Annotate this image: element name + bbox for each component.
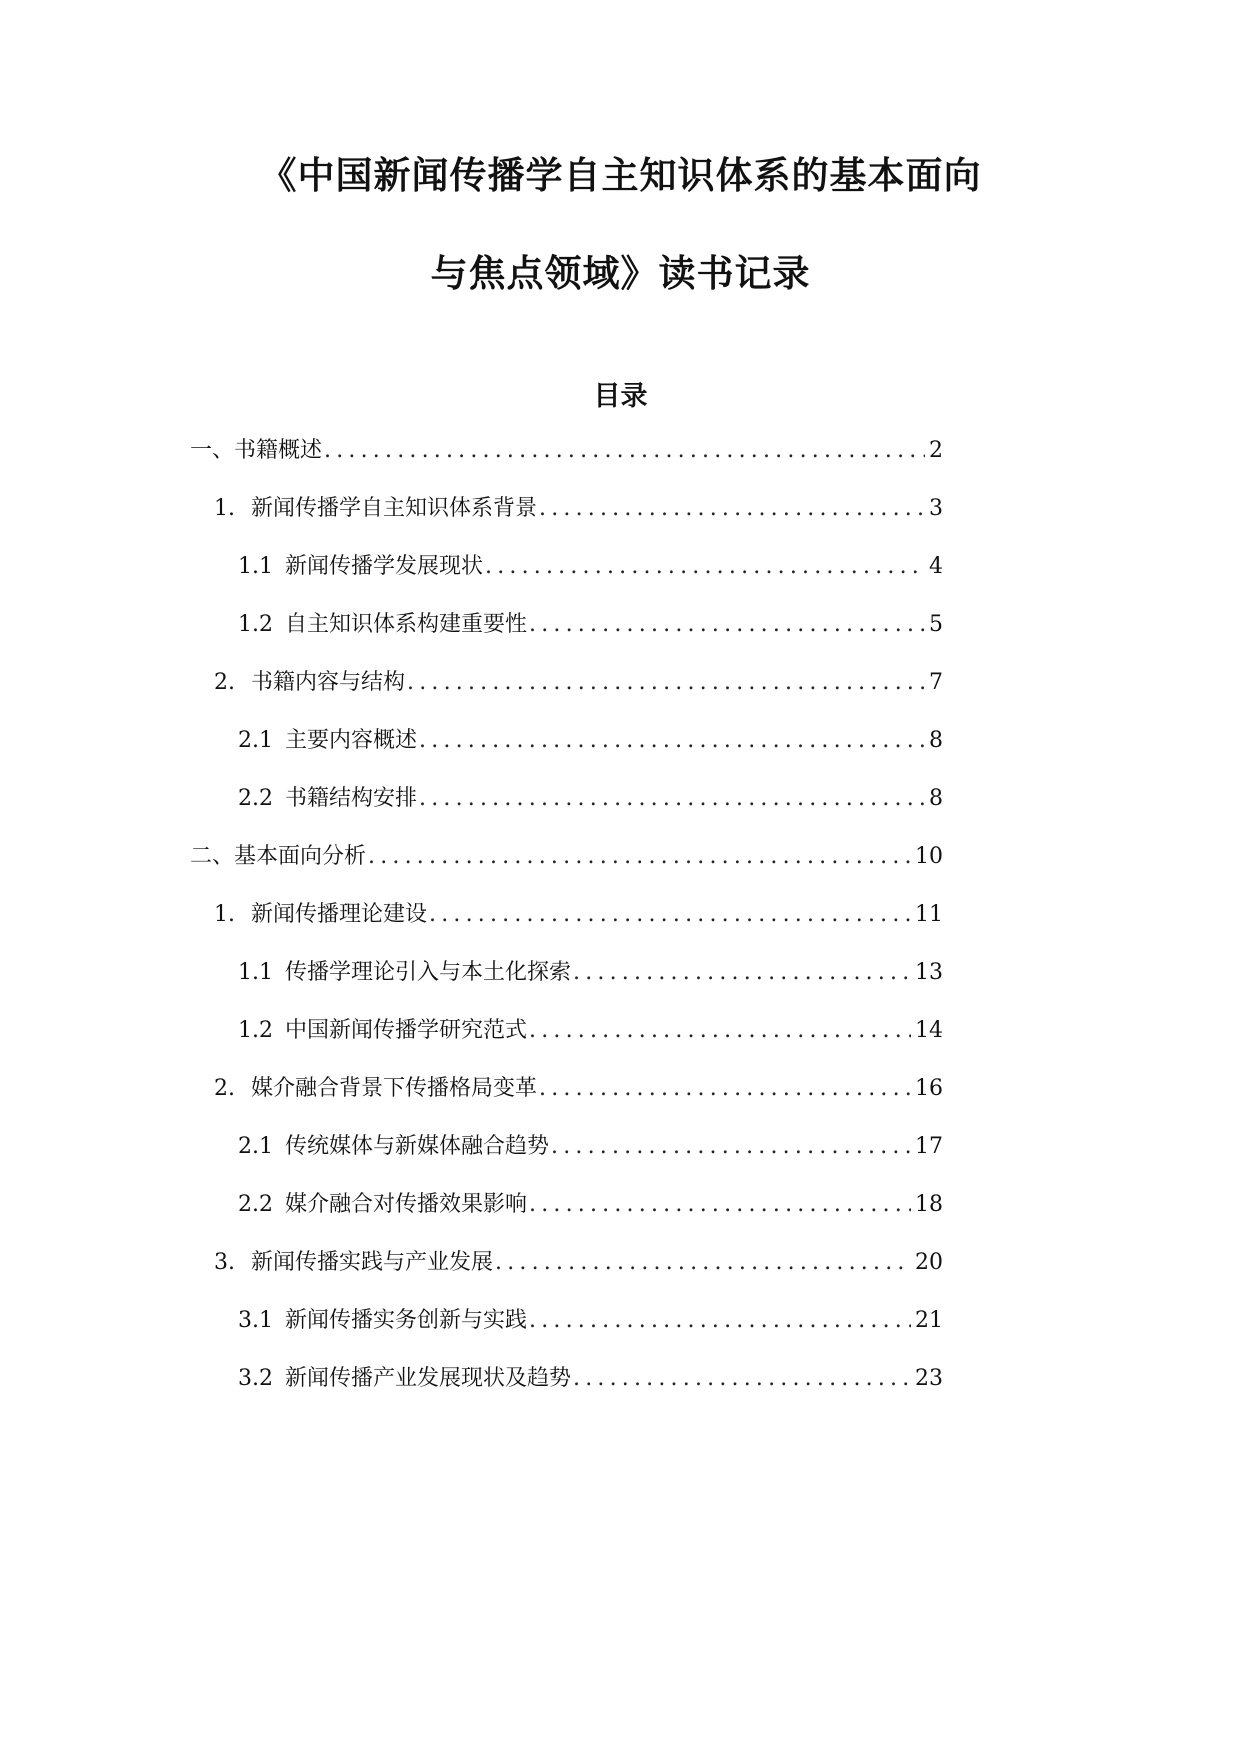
document-title-line-1: 《中国新闻传播学自主知识体系的基本面向 — [259, 154, 982, 197]
toc-entry-number: 2.2 — [238, 786, 273, 811]
toc-entry-page: 13 — [915, 960, 943, 985]
toc-entry[interactable] — [214, 492, 943, 526]
toc-entry-number: 2.1 — [238, 728, 273, 753]
toc-dot-leader — [527, 1188, 911, 1222]
toc-entry-title: 中国新闻传播学研究范式 — [285, 1018, 528, 1043]
toc-entry-title: 基本面向分析 — [234, 844, 367, 869]
toc-entry-title: 新闻传播学发展现状 — [285, 554, 484, 579]
toc-entry[interactable] — [238, 608, 943, 642]
toc-heading: 目录 — [593, 381, 648, 412]
toc-dot-leader — [549, 1130, 911, 1164]
toc-dot-leader — [417, 724, 925, 758]
toc-entry-page: 5 — [929, 612, 943, 637]
toc-entry-page: 21 — [915, 1308, 943, 1333]
toc-entry-number: 2.1 — [238, 1134, 273, 1159]
toc-entry-number: 1.1 — [238, 554, 273, 579]
toc-entry-page: 8 — [929, 786, 943, 811]
toc-entry-title: 书籍结构安排 — [285, 786, 418, 811]
toc-entry[interactable] — [190, 840, 943, 874]
toc-entry[interactable] — [238, 1014, 943, 1048]
toc-entry-number: 二、 — [190, 844, 235, 869]
toc-entry-page: 10 — [915, 844, 943, 869]
toc-entry-title: 新闻传播产业发展现状及趋势 — [285, 1366, 572, 1391]
toc-entry[interactable] — [214, 666, 943, 700]
toc-entry-title: 书籍内容与结构 — [251, 670, 406, 695]
toc-entry[interactable] — [214, 898, 943, 932]
toc-entry-number: 1. — [214, 496, 235, 521]
toc-dot-leader — [493, 1246, 911, 1280]
toc-dot-leader — [322, 434, 925, 468]
toc-entry-number: 1. — [214, 902, 235, 927]
toc-entry-number: 2.2 — [238, 1192, 273, 1217]
toc-entry[interactable] — [214, 1072, 943, 1106]
toc-entry[interactable] — [214, 1246, 943, 1280]
toc-dot-leader — [571, 1362, 911, 1396]
toc-entry[interactable] — [238, 1362, 943, 1396]
toc-entry[interactable] — [238, 724, 943, 758]
toc-entry[interactable] — [238, 1130, 943, 1164]
toc-entry-page: 18 — [915, 1192, 943, 1217]
toc-entry-number: 2. — [214, 670, 235, 695]
toc-entry-page: 7 — [929, 670, 943, 695]
toc-entry-page: 20 — [915, 1250, 943, 1275]
toc-dot-leader — [417, 782, 925, 816]
toc-entry-title: 新闻传播实践与产业发展 — [251, 1250, 494, 1275]
toc-entry-title: 自主知识体系构建重要性 — [285, 612, 528, 637]
toc-entry-page: 8 — [929, 728, 943, 753]
toc-entry-number: 一、 — [190, 438, 235, 463]
toc-entry[interactable] — [238, 550, 943, 584]
toc-entry-number: 3.1 — [238, 1308, 273, 1333]
toc-entry-number: 1.1 — [238, 960, 273, 985]
toc-entry-number: 3.2 — [238, 1366, 273, 1391]
toc-dot-leader — [571, 956, 911, 990]
toc-entry-title: 主要内容概述 — [285, 728, 418, 753]
toc-entry-title: 新闻传播学自主知识体系背景 — [251, 496, 538, 521]
toc-entry-page: 11 — [915, 902, 943, 927]
toc-entry[interactable] — [238, 1188, 943, 1222]
toc-entry-number: 1.2 — [238, 612, 273, 637]
toc-entry-number: 3. — [214, 1250, 235, 1275]
toc-entry-number: 2. — [214, 1076, 235, 1101]
toc-entry-title: 书籍概述 — [234, 438, 323, 463]
toc-entry[interactable] — [238, 956, 943, 990]
toc-entry-title: 新闻传播理论建设 — [251, 902, 428, 927]
document-title-line-2: 与焦点领域》读书记录 — [430, 252, 811, 295]
toc-entry-page: 3 — [929, 496, 943, 521]
toc-dot-leader — [537, 492, 925, 526]
toc-entry-page: 14 — [915, 1018, 943, 1043]
toc-entry-number: 1.2 — [238, 1018, 273, 1043]
toc-dot-leader — [366, 840, 911, 874]
toc-entry-title: 传统媒体与新媒体融合趋势 — [285, 1134, 550, 1159]
toc-dot-leader — [405, 666, 925, 700]
toc-dot-leader — [527, 1304, 911, 1338]
toc-dot-leader — [527, 608, 925, 642]
toc-entry-page: 16 — [915, 1076, 943, 1101]
toc-entry-title: 新闻传播实务创新与实践 — [285, 1308, 528, 1333]
toc-dot-leader — [537, 1072, 911, 1106]
toc-entry-page: 4 — [929, 554, 943, 579]
toc-entry-page: 17 — [915, 1134, 943, 1159]
toc-entry[interactable] — [190, 434, 943, 468]
toc-entry[interactable] — [238, 782, 943, 816]
toc-entry-title: 媒介融合背景下传播格局变革 — [251, 1076, 538, 1101]
toc-entry-page: 2 — [929, 438, 943, 463]
toc-entry-page: 23 — [915, 1366, 943, 1391]
toc-dot-leader — [427, 898, 911, 932]
toc-dot-leader — [483, 550, 925, 584]
toc-entry-title: 媒介融合对传播效果影响 — [285, 1192, 528, 1217]
toc-entry-title: 传播学理论引入与本土化探索 — [285, 960, 572, 985]
toc-entry[interactable] — [238, 1304, 943, 1338]
toc-dot-leader — [527, 1014, 911, 1048]
